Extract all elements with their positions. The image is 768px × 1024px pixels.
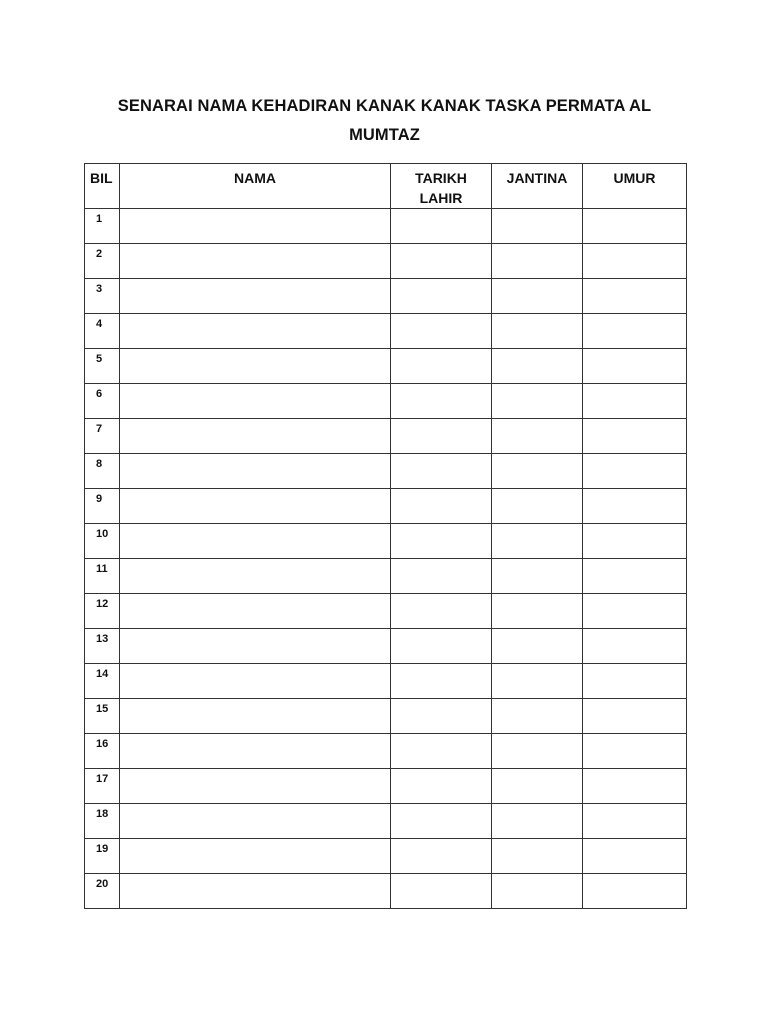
jantina-cell (492, 664, 583, 699)
jantina-cell (492, 699, 583, 734)
tarikh-lahir-cell (391, 419, 492, 454)
attendance-table (84, 163, 687, 909)
umur-cell (583, 419, 687, 454)
table-row (85, 419, 687, 454)
tarikh-lahir-cell (391, 454, 492, 489)
jantina-cell (492, 279, 583, 314)
umur-cell (583, 699, 687, 734)
umur-cell (583, 769, 687, 804)
umur-cell (583, 384, 687, 419)
umur-cell (583, 489, 687, 524)
nama-cell (120, 279, 391, 314)
tarikh-lahir-cell (391, 594, 492, 629)
umur-cell (583, 279, 687, 314)
nama-cell (120, 769, 391, 804)
table-row (85, 244, 687, 279)
nama-cell (120, 734, 391, 769)
tarikh-lahir-cell (391, 384, 492, 419)
tarikh-lahir-cell (391, 664, 492, 699)
title-line-1: SENARAI NAMA KEHADIRAN KANAK KANAK TASKA PERMATA AL (117, 97, 652, 115)
nama-cell (120, 209, 391, 244)
table-row (85, 559, 687, 594)
tarikh-lahir-cell (391, 804, 492, 839)
table-row (85, 874, 687, 909)
jantina-cell (492, 489, 583, 524)
row-number: 19 (85, 839, 120, 874)
row-number: 2 (85, 244, 120, 279)
jantina-cell (492, 314, 583, 349)
umur-cell (583, 524, 687, 559)
table-row (85, 209, 687, 244)
table-row (85, 489, 687, 524)
jantina-cell (492, 454, 583, 489)
tarikh-lahir-cell (391, 489, 492, 524)
row-number: 13 (85, 629, 120, 664)
table-row (85, 524, 687, 559)
header-jantina: JANTINA (492, 164, 583, 209)
row-number: 18 (85, 804, 120, 839)
nama-cell (120, 559, 391, 594)
umur-cell (583, 874, 687, 909)
umur-cell (583, 839, 687, 874)
header-tarikh-line-2: LAHIR (419, 190, 463, 206)
umur-cell (583, 349, 687, 384)
table-row (85, 279, 687, 314)
row-number: 1 (85, 209, 120, 244)
table-body (85, 209, 687, 909)
header-tarikh-lahir (391, 164, 492, 209)
tarikh-lahir-cell (391, 559, 492, 594)
title-line-2: MUMTAZ (349, 126, 420, 144)
jantina-cell (492, 839, 583, 874)
tarikh-lahir-cell (391, 629, 492, 664)
umur-cell (583, 594, 687, 629)
table-row (85, 454, 687, 489)
table-row (85, 699, 687, 734)
nama-cell (120, 244, 391, 279)
table-row (85, 769, 687, 804)
row-number: 16 (85, 734, 120, 769)
table-row (85, 839, 687, 874)
jantina-cell (492, 524, 583, 559)
tarikh-lahir-cell (391, 244, 492, 279)
nama-cell (120, 804, 391, 839)
nama-cell (120, 524, 391, 559)
table-header (85, 164, 687, 209)
table-row (85, 384, 687, 419)
umur-cell (583, 454, 687, 489)
jantina-cell (492, 559, 583, 594)
table-row (85, 734, 687, 769)
table-row (85, 804, 687, 839)
umur-cell (583, 559, 687, 594)
nama-cell (120, 384, 391, 419)
row-number: 20 (85, 874, 120, 909)
nama-cell (120, 664, 391, 699)
header-umur: UMUR (583, 164, 687, 209)
row-number: 6 (85, 384, 120, 419)
nama-cell (120, 349, 391, 384)
umur-cell (583, 314, 687, 349)
nama-cell (120, 314, 391, 349)
tarikh-lahir-cell (391, 524, 492, 559)
row-number: 15 (85, 699, 120, 734)
tarikh-lahir-cell (391, 279, 492, 314)
jantina-cell (492, 804, 583, 839)
header-tarikh-line-1: TARIKH (415, 170, 467, 186)
row-number: 5 (85, 349, 120, 384)
nama-cell (120, 489, 391, 524)
header-nama: NAMA (120, 164, 391, 209)
jantina-cell (492, 769, 583, 804)
table-row (85, 349, 687, 384)
tarikh-lahir-cell (391, 209, 492, 244)
umur-cell (583, 804, 687, 839)
nama-cell (120, 454, 391, 489)
umur-cell (583, 244, 687, 279)
umur-cell (583, 629, 687, 664)
row-number: 4 (85, 314, 120, 349)
jantina-cell (492, 349, 583, 384)
table-row (85, 629, 687, 664)
jantina-cell (492, 244, 583, 279)
row-number: 14 (85, 664, 120, 699)
jantina-cell (492, 734, 583, 769)
jantina-cell (492, 384, 583, 419)
header-bil: BIL (85, 164, 120, 209)
jantina-cell (492, 629, 583, 664)
umur-cell (583, 209, 687, 244)
nama-cell (120, 874, 391, 909)
jantina-cell (492, 209, 583, 244)
umur-cell (583, 734, 687, 769)
tarikh-lahir-cell (391, 734, 492, 769)
tarikh-lahir-cell (391, 769, 492, 804)
row-number: 12 (85, 594, 120, 629)
tarikh-lahir-cell (391, 874, 492, 909)
tarikh-lahir-cell (391, 839, 492, 874)
table-row (85, 664, 687, 699)
row-number: 3 (85, 279, 120, 314)
row-number: 10 (85, 524, 120, 559)
nama-cell (120, 594, 391, 629)
jantina-cell (492, 594, 583, 629)
nama-cell (120, 629, 391, 664)
row-number: 17 (85, 769, 120, 804)
jantina-cell (492, 874, 583, 909)
nama-cell (120, 419, 391, 454)
row-number: 7 (85, 419, 120, 454)
nama-cell (120, 839, 391, 874)
jantina-cell (492, 419, 583, 454)
tarikh-lahir-cell (391, 314, 492, 349)
header-row (85, 164, 687, 209)
umur-cell (583, 664, 687, 699)
table-row (85, 314, 687, 349)
document-title (84, 92, 685, 150)
row-number: 11 (85, 559, 120, 594)
row-number: 9 (85, 489, 120, 524)
tarikh-lahir-cell (391, 699, 492, 734)
tarikh-lahir-cell (391, 349, 492, 384)
table-row (85, 594, 687, 629)
row-number: 8 (85, 454, 120, 489)
nama-cell (120, 699, 391, 734)
